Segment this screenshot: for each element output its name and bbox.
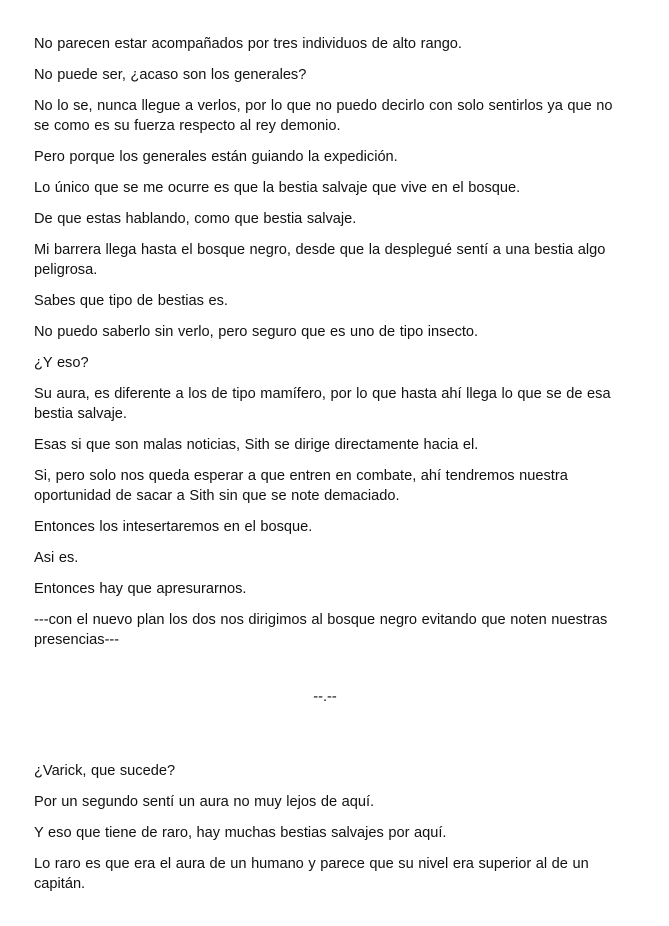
paragraph: Entonces hay que apresurarnos. <box>34 581 247 597</box>
paragraph: ¿Y eso? <box>34 355 89 371</box>
paragraph: Su aura, es diferente a los de tipo mamífero, por lo que hasta ahí llega lo que se de esa bestia salvaje. <box>34 386 611 422</box>
paragraph: Entonces los intesertaremos en el bosque. <box>34 519 313 535</box>
paragraph: Por un segundo sentí un aura no muy lejos de aquí. <box>34 794 375 810</box>
paragraph: Esas si que son malas noticias, Sith se dirige directamente hacia el. <box>34 437 479 453</box>
paragraph: Y eso que tiene de raro, hay muchas bestias salvajes por aquí. <box>34 825 447 841</box>
paragraph: Si, pero solo nos queda esperar a que entren en combate, ahí tendremos nuestra oportunidad de sacar a Sith sin que se note demaciado. <box>34 468 568 504</box>
paragraph: Mi barrera llega hasta el bosque negro, desde que la desplegué sentí a una bestia algo peligrosa. <box>34 242 606 278</box>
paragraph: No lo se, nunca llegue a verlos, por lo que no puedo decirlo con solo sentirlos ya que no se como es su fuerza respecto al rey demonio. <box>34 98 613 134</box>
paragraph: No puede ser, ¿acaso son los generales? <box>34 67 307 83</box>
paragraph: ---con el nuevo plan los dos nos dirigimos al bosque negro evitando que noten nuestras presencias--- <box>34 612 608 648</box>
paragraph: ¿Varick, que sucede? <box>34 763 176 779</box>
paragraph: Sabes que tipo de bestias es. <box>34 293 228 309</box>
scene-separator: --.-- <box>313 689 337 705</box>
paragraph: Lo único que se me ocurre es que la bestia salvaje que vive en el bosque. <box>34 180 521 196</box>
paragraph: No parecen estar acompañados por tres individuos de alto rango. <box>34 36 462 52</box>
paragraph: Pero porque los generales están guiando la expedición. <box>34 149 398 165</box>
document-page <box>34 34 616 905</box>
paragraph: Asi es. <box>34 550 79 566</box>
paragraph: De que estas hablando, como que bestia salvaje. <box>34 211 357 227</box>
paragraph: Lo raro es que era el aura de un humano y parece que su nivel era superior al de un capitán. <box>34 856 589 892</box>
paragraph: No puedo saberlo sin verlo, pero seguro que es uno de tipo insecto. <box>34 324 479 340</box>
